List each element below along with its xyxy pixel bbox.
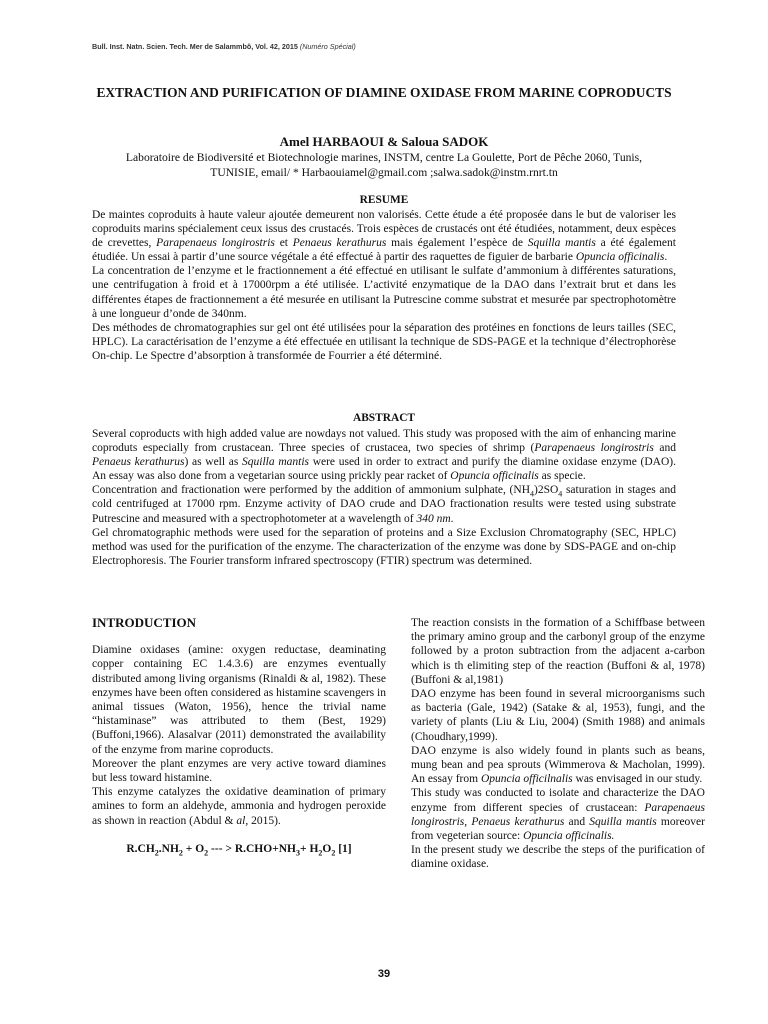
reaction-equation: $R.CH_2.NH_2 + O_2$ --- > $R.CHO+NH_3+ H_2O_2$ [1] [126, 842, 352, 858]
intro-paragraph-1: Diamine oxidases (amine: oxygen reductase, deaminating copper containing EC 1.4.3.6) are enzymes eventually distributed among living organisms (Rinaldi & al, 1982). These enzymes have been often considered as histamine scavengers in animal tissues (Waton, 1956), hence the trivial name “histaminase” was attributed to them (Best, 1929) (Buffoni,1966). Alasalvar (2011) demonstrated the availability of the enzyme from marine coproducts. [92, 644, 386, 756]
special-issue-note: (Numéro Spécial) [299, 42, 356, 51]
introduction-heading: INTRODUCTION [92, 615, 197, 630]
affiliation-line-1: Laboratoire de Biodiversité et Biotechnologie marines, INSTM, centre La Goulette, Port de Pêche 2060, Tunis, [125, 151, 643, 164]
intro-right-paragraph-1: The reaction consists in the formation of a Schiffbase between the primary amino group and the carbonyl group of the enzyme followed by a proton subtraction from the adjacent a-carbon which is th elimiting step of the reaction (Buffoni & al, 1978) (Buffoni & al,1981) [411, 617, 705, 686]
resume-heading: RESUME [359, 194, 409, 206]
intro-left-column [92, 616, 386, 856]
journal-header [92, 42, 356, 51]
abstract-body [92, 427, 676, 568]
intro-right-paragraph-3: DAO enzyme is also widely found in plants such as beans, mung bean and pea sprouts (Wimmerova & Macholan, 1999). An essay from Opuncia officilnalis was envisaged in our study. [411, 744, 705, 786]
abstract-paragraph-2: Concentration and fractionation were performed by the addition of ammonium sulphate, $(NH_4)2SO_4$ saturation in stages and cold centrifuged at 17000 rpm. Enzyme activity of DAO crude and DAO fractionation results were tested using substrate Putrescine and measured with a spectrophotometer at a wavelength of 340 nm. [92, 484, 676, 525]
intro-right-paragraph-4: This study was conducted to isolate and characterize the DAO enzyme from different species of crustacean: Parapenaeus longirostris, Penaeus kerathurus and Squilla mantis moreover from vegeterian source: Opuncia officinalis. [411, 787, 705, 843]
intro-right-paragraph-5: In the present study we describe the steps of the purification of diamine oxidase. [411, 844, 705, 871]
abstract-paragraph-1: Several coproducts with high added value are nowdays not valued. This study was proposed with the aim of enhancing marine coproduts especially from crustacean. Three species of crustacea, two species of shrimp (Parapenaeus longirostris and Penaeus kerathurus) as well as Squilla mantis were used in order to extract and purify the diamine oxidase enzyme (DAO). An essay was also done from a vegetarian source using prickly pear racket of Opuncia officinalis as specie. [92, 428, 676, 483]
abstract-heading: ABSTRACT [352, 412, 416, 424]
affiliation [92, 150, 676, 180]
abstract-paragraph-3: Gel chromatographic methods were used for the separation of proteins and a Size Exclusion Chromatography (SEC, HPLC) method was used for the purification of the enzyme. The characterization of the enzyme was done by SDS-PAGE and on-chip Electrophoresis. The Fourier transform infrared spectroscopy (FTIR) spectrum was determined. [92, 526, 676, 567]
resume-paragraph-3: Des méthodes de chromatographies sur gel ont été utilisées pour la séparation des protéines en fonctions de leurs tailles (SEC, HPLC). La caractérisation de l’enzyme a été effectuée en utilisant la technique de SDS-PAGE et la technique d’électrophorèse On-chip. Le Spectre d’absorption à transformée de Fourrier a été déterminé. [92, 321, 676, 362]
intro-paragraph-3: This enzyme catalyzes the oxidative deamination of primary amines to form an aldehyde, ammonia and hydrogen peroxide as shown in reaction (Abdul & al, 2015). [92, 786, 386, 827]
intro-right-paragraph-2: DAO enzyme has been found in several microorganisms such as bacteria (Gale, 1942) (Satake & al, 1953), fungi, and the variety of plants (Liu & Liu, 2004) (Smith 1988) and animals (Choudhary,1999). [411, 688, 705, 743]
resume-body [92, 208, 676, 363]
authors: Amel HARBAOUI & Saloua SADOK [279, 134, 489, 149]
intro-paragraph-2: Moreover the plant enzymes are very active toward diamines but less toward histamine. [92, 757, 386, 785]
resume-paragraph-1: De maintes coproduits à haute valeur ajoutée demeurent non valorisés. Cette étude a été proposée dans le but de valoriser les coproduits marins spécialement ceux issus des crustacés. Trois espèces de crustacés ont été étudiées, notamment, deux espèces de crevettes, Parapenaeus longirostris et Penaeus kerathurus mais également l’espèce de Squilla mantis a été également étudiée. Un essai à partir d’une source végétale a été effectué à partir des raquettes de figuier de barbarie Opuncia officinalis. [92, 209, 676, 264]
paper-title: EXTRACTION AND PURIFICATION OF DIAMINE OXIDASE FROM MARINE COPRODUCTS [96, 85, 672, 100]
journal-citation: Bull. Inst. Natn. Scien. Tech. Mer de Salammbô, Vol. 42, 2015 [92, 42, 298, 51]
resume-paragraph-2: La concentration de l’enzyme et le fractionnement a été effectué en utilisant le sulfate d’ammonium à différentes saturations, une centrifugation à froid et à 17000rpm a été utilisée. L’activité enzymatique de la DAO dans l’extrait brut et dans les différentes étapes de fractionnement a été mesurée en utilisant la Putrescine comme substrat et mesurée par spectrophotomètre à une longueur d’onde de 340nm. [92, 265, 676, 320]
page-number: 39 [377, 968, 391, 980]
intro-right-column [411, 616, 705, 872]
affiliation-line-2: TUNISIE, email/ * Harbaouiamel@gmail.com ;salwa.sadok@instm.rnrt.tn [210, 166, 558, 179]
